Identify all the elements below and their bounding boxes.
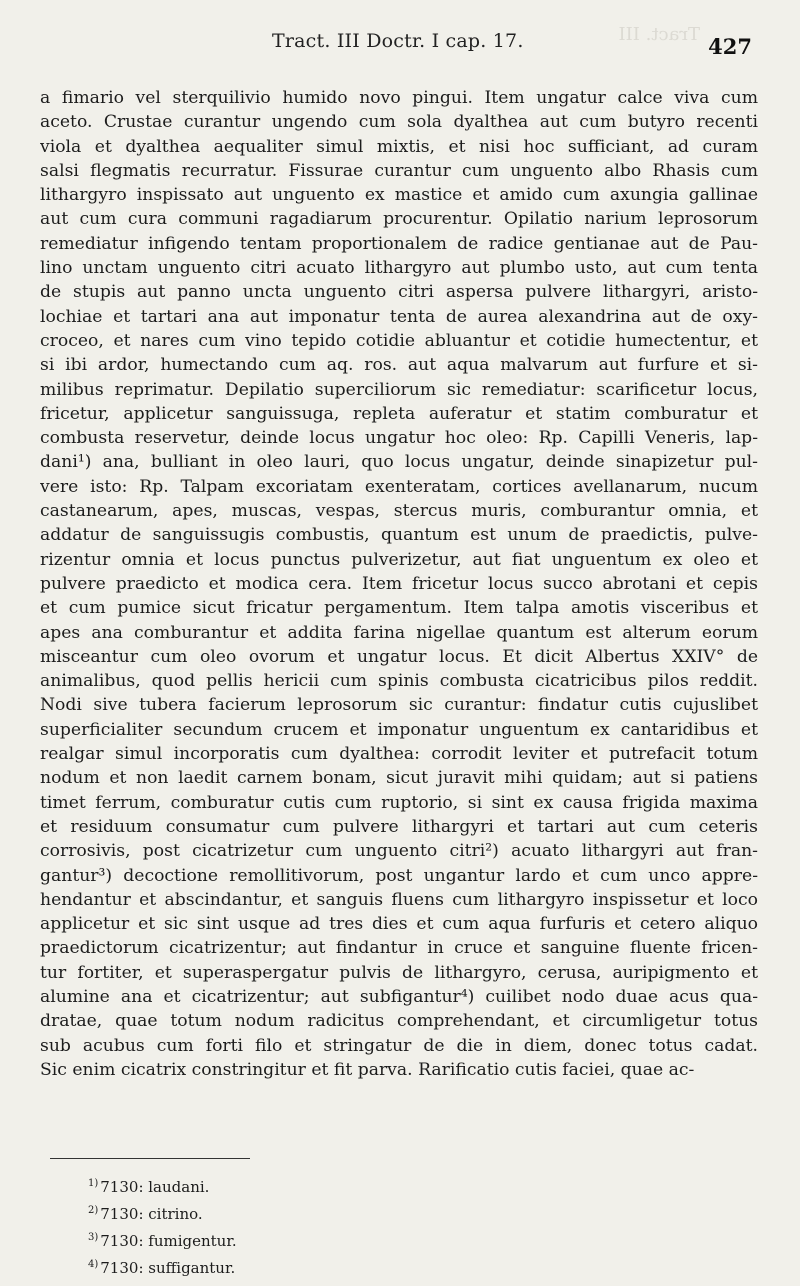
text-line: a fimario vel sterquilivio humido novo pingui. Item ungatur calce viva cum bbox=[40, 88, 758, 108]
text-line: sub acubus cum forti filo et stringatur de die in diem, donec totus cadat. bbox=[40, 1035, 758, 1056]
text-line: misceantur cum oleo ovorum et ungatur locus. Et dicit Albertus XXIV° de bbox=[40, 646, 758, 667]
text-line: nodum et non laedit carnem bonam, sicut juravit mihi quidam; aut si patiens bbox=[40, 768, 758, 789]
text-line: gantur³) decoctione remollitivorum, post ungantur lardo et cum unco appre- bbox=[40, 865, 758, 886]
footnotes bbox=[88, 1172, 448, 1280]
footnote-text: 7130: laudani. bbox=[100, 1178, 210, 1196]
text-line: castanearum, apes, muscas, vespas, stercus muris, comburantur omnia, et bbox=[40, 501, 758, 522]
footnote bbox=[88, 1226, 448, 1253]
text-line: dani¹) ana, bulliant in oleo lauri, quo locus ungatur, deinde sinapizetur pul- bbox=[40, 452, 758, 473]
text-line: hendantur et abscindantur, et sanguis fluens cum lithargyro inspissetur et loco bbox=[40, 889, 758, 910]
text-line: apes ana comburantur et addita farina nigellae quantum est alterum eorum bbox=[40, 622, 758, 643]
footnote-mark: 1) bbox=[88, 1178, 99, 1189]
body-text bbox=[40, 86, 758, 1082]
text-line: dratae, quae totum nodum radicitus comprehendant, et circumligetur totus bbox=[40, 1011, 758, 1032]
text-line: milibus reprimatur. Depilatio superciliorum sic remediatur: scarificetur locus, bbox=[40, 379, 758, 400]
text-line: Sic enim cicatrix constringitur et fit parva. Rarificatio cutis faciei, quae ac- bbox=[40, 1059, 695, 1080]
text-line: fricetur, applicetur sanguissuga, repleta auferatur et statim comburatur et bbox=[40, 403, 758, 424]
footnote-mark: 4) bbox=[88, 1259, 99, 1270]
text-line: lithargyro inspissato aut unguento ex mastice et amido cum axungia gallinae bbox=[40, 185, 758, 206]
footnote-rule bbox=[50, 1158, 250, 1159]
text-line: remediatur infigendo tentam proportionalem de radice gentianae aut de Pau- bbox=[40, 233, 758, 254]
page-header bbox=[0, 30, 800, 70]
running-head: Tract. III Doctr. I cap. 17. bbox=[272, 30, 524, 52]
show-through-header: Tract. III bbox=[618, 24, 700, 45]
text-line: pulvere praedicto et modica cera. Item fricetur locus succo abrotani et cepis bbox=[40, 573, 758, 594]
text-line: vere isto: Rp. Talpam excoriatam exenteratam, cortices avellanarum, nucum bbox=[40, 476, 758, 497]
text-line: animalibus, quod pellis hericii cum spinis combusta cicatricibus pilos reddit. bbox=[40, 671, 758, 692]
footnote-text: 7130: citrino. bbox=[100, 1205, 203, 1223]
text-line: et residuum consumatur cum pulvere lithargyri et tartari aut cum ceteris bbox=[40, 816, 758, 837]
text-line: corrosivis, post cicatrizetur cum unguento citri²) acuato lithargyri aut fran- bbox=[40, 841, 758, 862]
text-line: alumine ana et cicatrizentur; aut subfigantur⁴) cuilibet nodo duae acus qua- bbox=[40, 986, 758, 1007]
text-line: addatur de sanguissugis combustis, quantum est unum de praedictis, pulve- bbox=[40, 525, 758, 546]
text-line: lino unctam unguento citri acuato lithargyro aut plumbo usto, aut cum tenta bbox=[40, 258, 758, 279]
text-line: si ibi ardor, humectando cum aq. ros. aut aqua malvarum aut furfure et si- bbox=[40, 355, 758, 376]
text-line: aceto. Crustae curantur ungendo cum sola dyalthea aut cum butyro recenti bbox=[40, 112, 758, 133]
text-line: timet ferrum, comburatur cutis cum ruptorio, si sint ex causa frigida maxima bbox=[40, 792, 758, 813]
page-number: 427 bbox=[708, 34, 752, 59]
text-line: combusta reservetur, deinde locus ungatur hoc oleo: Rp. Capilli Veneris, lap- bbox=[40, 428, 758, 449]
text-line: applicetur et sic sint usque ad tres dies et cum aqua furfuris et cetero aliquo bbox=[40, 914, 758, 935]
text-line: salsi flegmatis recurratur. Fissurae curantur cum unguento albo Rhasis cum bbox=[40, 160, 758, 181]
text-line: croceo, et nares cum vino tepido cotidie abluantur et cotidie humectentur, et bbox=[40, 330, 758, 351]
footnote-mark: 2) bbox=[88, 1205, 99, 1216]
text-line: superficialiter secundum crucem et imponatur unguentum ex cantaridibus et bbox=[40, 719, 758, 740]
text-line: lochiae et tartari ana aut imponatur tenta de aurea alexandrina aut de oxy- bbox=[40, 306, 758, 327]
text-line: realgar simul incorporatis cum dyalthea: corrodit leviter et putrefacit totum bbox=[40, 744, 758, 765]
footnote-text: 7130: fumigentur. bbox=[100, 1232, 237, 1250]
text-line: tur fortiter, et superaspergatur pulvis de lithargyro, cerusa, auripigmento et bbox=[40, 962, 758, 983]
text-line: praedictorum cicatrizentur; aut findantur in cruce et sanguine fluente fricen- bbox=[40, 938, 758, 959]
text-line: Nodi sive tubera facierum leprosorum sic curantur: findatur cutis cujuslibet bbox=[40, 695, 758, 716]
text-line: aut cum cura communi ragadiarum procurentur. Opilatio narium leprosorum bbox=[40, 209, 758, 230]
footnote bbox=[88, 1253, 448, 1280]
text-line: et cum pumice sicut fricatur pergamentum. Item talpa amotis visceribus et bbox=[40, 598, 758, 619]
text-line: de stupis aut panno uncta unguento citri aspersa pulvere lithargyri, aristo- bbox=[40, 282, 758, 303]
text-line: viola et dyalthea aequaliter simul mixtis, et nisi hoc sufficiant, ad curam bbox=[40, 136, 758, 157]
footnote bbox=[88, 1172, 448, 1199]
text-line: rizentur omnia et locus punctus pulverizetur, aut fiat unguentum ex oleo et bbox=[40, 549, 758, 570]
footnote-mark: 3) bbox=[88, 1232, 99, 1243]
footnote bbox=[88, 1199, 448, 1226]
footnote-text: 7130: suffigantur. bbox=[100, 1259, 236, 1277]
